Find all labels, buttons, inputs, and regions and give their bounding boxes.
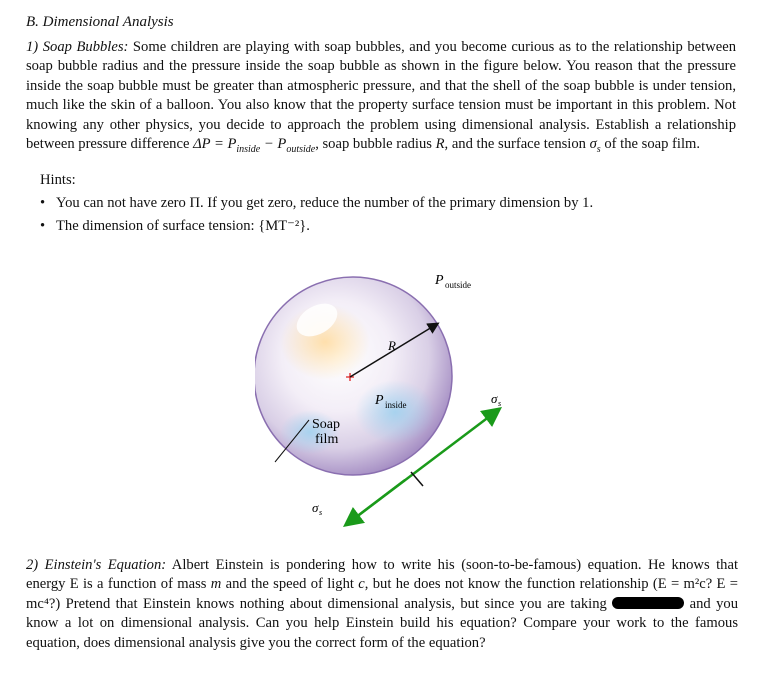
problem-2-text-d: and you know a lot on dimensional analysis. Can you help Einstein build his equation? Compare your work to the famous equation, does dimensional analysis give you the correct form of the equation? [26, 595, 738, 651]
label-sigma-right-sub: s [498, 399, 502, 408]
label-soap: Soap [312, 417, 340, 432]
label-p-inside-sub: inside [385, 400, 407, 410]
hints-list [40, 192, 593, 238]
radius-math: R [435, 136, 445, 153]
hint-item: • The dimension of surface tension: {MT⁻²}. [40, 215, 593, 238]
problem-1-text-a: Some children are playing with soap bubbles, and you become curious as to the relationship between soap bubble radius and the pressure inside the soap bubble as shown in the figure below. You reason that the pressure inside the soap bubble must be greater than atmospheric pressure, and that the shell of the soap bubble is under tension, much like the skin of a balloon. You also know that the property surface tension must be important in this problem. Not knowing any other physics, you decide to approach the problem using dimensional analysis. Establish a relationship between pressure difference [26, 39, 736, 153]
problem-2-text-b: and the speed of light [221, 576, 359, 593]
mass-math: m [210, 576, 222, 593]
label-sigma-right: σ [491, 391, 498, 406]
sigma-math: σ [589, 136, 597, 153]
problem-1-text-c: , and the surface tension [444, 136, 590, 153]
label-sigma-left-sub: s [319, 508, 323, 517]
problem-2-text-c: , but he does not know the function relationship (E = m²c? E = mc⁴?) Pretend that Einstein knows nothing about dimensional analysis, but since you are taking [26, 576, 738, 612]
sub-outside: outside [286, 143, 316, 155]
bubble [255, 277, 452, 475]
label-r: R [388, 338, 396, 353]
light-speed-math: c [358, 576, 365, 593]
problem-1-paragraph [26, 38, 736, 159]
label-p-outside: P [435, 273, 444, 288]
problem-2-text-a: Albert Einstein is pondering how to write his (soon-to-be-famous) equation. He knows that energy E is a function of mass [26, 557, 738, 593]
label-p-outside-sub: outside [445, 280, 471, 290]
section-heading: B. Dimensional Analysis [26, 14, 174, 30]
problem-2-paragraph [26, 556, 738, 653]
hint-item: • You can not have zero Π. If you get zero, reduce the number of the primary dimension by 1. [40, 192, 593, 215]
soap-bubble-figure [255, 262, 535, 534]
problem-1-lead: 1) Soap Bubbles: [26, 39, 129, 55]
problem-1-text-b: , soap bubble radius [315, 136, 436, 153]
problem-1-text-d: of the soap film. [600, 136, 701, 153]
tangent-tick [411, 472, 423, 486]
redaction-mark [612, 597, 684, 609]
label-film: film [315, 432, 339, 447]
tension-arrow-left [347, 480, 405, 524]
sub-inside: inside [236, 143, 261, 155]
label-sigma-left: σ [312, 500, 319, 515]
label-p-inside: P [375, 393, 384, 408]
hints-label: Hints: [40, 172, 76, 188]
problem-2-lead: 2) Einstein's Equation: [26, 557, 167, 573]
sigma-sub: s [596, 143, 601, 155]
minus-p-math: − P [260, 136, 287, 153]
pressure-difference-math: ΔP = P [193, 136, 237, 153]
bubble-swirl-cool [355, 380, 435, 444]
